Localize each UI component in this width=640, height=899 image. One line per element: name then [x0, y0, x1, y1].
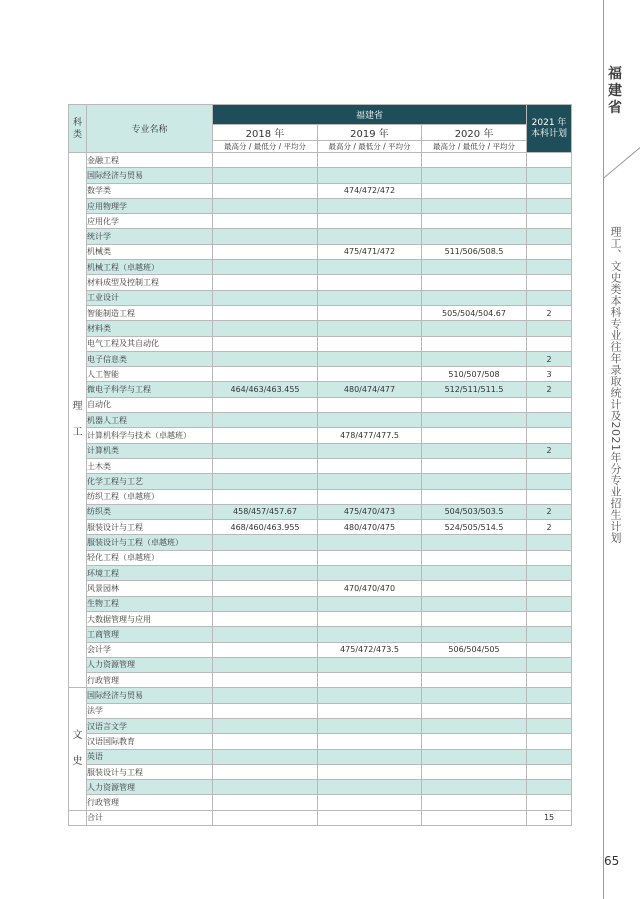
plan-2021-cell — [527, 183, 572, 198]
plan-2021-cell — [527, 214, 572, 229]
score-2020-cell — [422, 703, 527, 718]
score-2019-cell — [318, 413, 422, 428]
plan-2021-cell — [527, 336, 572, 351]
score-2019-cell: 480/470/475 — [318, 520, 422, 535]
score-2018-cell: 458/457/457.67 — [213, 504, 318, 519]
score-2020-cell — [422, 474, 527, 489]
table-row — [69, 611, 572, 626]
score-2019-cell — [318, 764, 422, 779]
category-cell — [69, 688, 87, 810]
major-name-cell: 行政管理 — [87, 673, 213, 688]
score-2018-cell — [213, 397, 318, 412]
header-major-name: 专业名称 — [87, 105, 213, 153]
plan-2021-cell — [527, 566, 572, 581]
major-name-cell: 人工智能 — [87, 367, 213, 382]
table-row — [69, 458, 572, 473]
score-2020-cell — [422, 229, 527, 244]
score-2018-cell — [213, 688, 318, 703]
table-row — [69, 718, 572, 733]
major-name-cell: 材料类 — [87, 321, 213, 336]
plan-2021-cell: 2 — [527, 504, 572, 519]
score-2019-cell — [318, 550, 422, 565]
score-2018-cell — [213, 153, 318, 168]
table-row — [69, 153, 572, 168]
table-row — [69, 229, 572, 244]
major-name-cell: 机械类 — [87, 244, 213, 259]
plan-2021-cell: 2 — [527, 520, 572, 535]
score-2018-cell — [213, 351, 318, 366]
score-2018-cell — [213, 795, 318, 810]
header-plan — [527, 105, 572, 153]
table-row — [69, 489, 572, 504]
score-2019-cell — [318, 168, 422, 183]
score-2018-cell — [213, 550, 318, 565]
header-year-2018: 2018 年 — [213, 125, 318, 141]
score-2018-cell — [213, 336, 318, 351]
score-2019-cell — [318, 795, 422, 810]
score-2019-cell — [318, 351, 422, 366]
score-2020-cell — [422, 734, 527, 749]
plan-2021-cell — [527, 795, 572, 810]
plan-2021-cell — [527, 290, 572, 305]
score-2019-cell — [318, 703, 422, 718]
score-2020-cell — [422, 183, 527, 198]
major-name-cell: 大数据管理与应用 — [87, 611, 213, 626]
plan-2021-cell — [527, 198, 572, 213]
score-2019-cell — [318, 780, 422, 795]
score-2018-cell — [213, 413, 318, 428]
major-name-cell: 化学工程与工艺 — [87, 474, 213, 489]
score-2019-cell — [318, 305, 422, 320]
total-label-cell: 合计 — [87, 810, 213, 825]
score-2020-cell: 504/503/503.5 — [422, 504, 527, 519]
table-row — [69, 474, 572, 489]
score-2020-cell: 505/504/504.67 — [422, 305, 527, 320]
table-row — [69, 413, 572, 428]
plan-2021-cell: 2 — [527, 305, 572, 320]
plan-2021-cell — [527, 780, 572, 795]
score-2020-cell — [422, 168, 527, 183]
plan-2021-cell — [527, 489, 572, 504]
table-row — [69, 520, 572, 535]
table-row — [69, 581, 572, 596]
score-2018-cell — [213, 703, 318, 718]
score-2020-cell — [422, 489, 527, 504]
table-row — [69, 397, 572, 412]
score-2020-cell — [422, 581, 527, 596]
major-name-cell: 电子信息类 — [87, 351, 213, 366]
plan-2021-cell — [527, 764, 572, 779]
table-row — [69, 244, 572, 259]
score-2019-cell — [318, 657, 422, 672]
score-2018-cell — [213, 489, 318, 504]
plan-2021-cell — [527, 596, 572, 611]
major-name-cell: 国际经济与贸易 — [87, 688, 213, 703]
score-2018-cell — [213, 183, 318, 198]
table-row — [69, 183, 572, 198]
score-2020-cell — [422, 535, 527, 550]
major-name-cell: 行政管理 — [87, 795, 213, 810]
table-row — [69, 688, 572, 703]
plan-2021-cell — [527, 413, 572, 428]
table-row — [69, 198, 572, 213]
score-2020-cell — [422, 260, 527, 275]
score-2019-cell: 475/471/472 — [318, 244, 422, 259]
table-row — [69, 764, 572, 779]
score-2019-cell — [318, 688, 422, 703]
score-2019-cell — [318, 474, 422, 489]
score-2019-cell: 480/474/477 — [318, 382, 422, 397]
table-row — [69, 443, 572, 458]
plan-2021-cell — [527, 642, 572, 657]
major-name-cell: 服装设计与工程（卓越班） — [87, 535, 213, 550]
plan-2021-cell — [527, 673, 572, 688]
score-2019-cell: 478/477/477.5 — [318, 428, 422, 443]
score-2020-cell — [422, 153, 527, 168]
score-2019-cell — [318, 290, 422, 305]
plan-2021-cell — [527, 749, 572, 764]
score-2020-cell — [422, 214, 527, 229]
score-2019-cell — [318, 749, 422, 764]
plan-2021-cell — [527, 229, 572, 244]
score-2019-cell — [318, 275, 422, 290]
score-2018-cell — [213, 673, 318, 688]
total-2020-cell — [422, 810, 527, 825]
score-2019-cell: 470/470/470 — [318, 581, 422, 596]
major-name-cell: 纺织类 — [87, 504, 213, 519]
side-diagonal-line — [603, 145, 640, 179]
table-row — [69, 749, 572, 764]
header-category: 科类 — [69, 105, 87, 153]
score-2018-cell: 464/463/463.455 — [213, 382, 318, 397]
plan-2021-cell — [527, 703, 572, 718]
score-2018-cell — [213, 168, 318, 183]
header-plan-label: 本科计划 — [531, 128, 568, 139]
score-2020-cell — [422, 321, 527, 336]
score-2020-cell — [422, 198, 527, 213]
table-row — [69, 367, 572, 382]
table-row — [69, 642, 572, 657]
score-2019-cell — [318, 198, 422, 213]
score-2018-cell — [213, 596, 318, 611]
table-row — [69, 673, 572, 688]
score-2019-cell — [318, 397, 422, 412]
score-2020-cell: 510/507/508 — [422, 367, 527, 382]
major-name-cell: 智能制造工程 — [87, 305, 213, 320]
score-2020-cell — [422, 673, 527, 688]
score-2020-cell — [422, 657, 527, 672]
score-2020-cell — [422, 596, 527, 611]
score-2019-cell — [318, 214, 422, 229]
major-name-cell: 金融工程 — [87, 153, 213, 168]
header-year-2019: 2019 年 — [318, 125, 422, 141]
score-2018-cell — [213, 260, 318, 275]
major-name-cell: 应用物理学 — [87, 198, 213, 213]
score-2019-cell — [318, 229, 422, 244]
side-subtitle: 理工、文史类本科专业往年录取统计及2021年分专业招生计划 — [609, 226, 622, 544]
table-row — [69, 336, 572, 351]
major-name-cell: 会计学 — [87, 642, 213, 657]
score-2020-cell — [422, 336, 527, 351]
score-2018-cell — [213, 581, 318, 596]
plan-2021-cell — [527, 734, 572, 749]
major-name-cell: 土木类 — [87, 458, 213, 473]
score-2018-cell — [213, 780, 318, 795]
major-name-cell: 机器人工程 — [87, 413, 213, 428]
table-row — [69, 168, 572, 183]
table-row — [69, 795, 572, 810]
score-2020-cell — [422, 795, 527, 810]
category-char: 文 — [72, 730, 83, 742]
score-2019-cell — [318, 367, 422, 382]
plan-2021-cell — [527, 688, 572, 703]
table-row — [69, 734, 572, 749]
score-2020-cell: 512/511/511.5 — [422, 382, 527, 397]
table-row — [69, 780, 572, 795]
major-name-cell: 应用化学 — [87, 214, 213, 229]
header-province: 福建省 — [213, 105, 527, 125]
major-name-cell: 计算机科学与技术（卓越班） — [87, 428, 213, 443]
score-2019-cell — [318, 566, 422, 581]
score-2020-cell — [422, 611, 527, 626]
score-2020-cell: 524/505/514.5 — [422, 520, 527, 535]
header-plan-year: 2021 年 — [531, 117, 567, 128]
major-name-cell: 轻化工程（卓越班） — [87, 550, 213, 565]
major-name-cell: 纺织工程（卓越班） — [87, 489, 213, 504]
table-row — [69, 305, 572, 320]
major-name-cell: 汉语国际教育 — [87, 734, 213, 749]
score-2019-cell — [318, 596, 422, 611]
plan-2021-cell — [527, 474, 572, 489]
score-2018-cell — [213, 566, 318, 581]
major-name-cell: 风景园林 — [87, 581, 213, 596]
score-2019-cell — [318, 535, 422, 550]
major-name-cell: 国际经济与贸易 — [87, 168, 213, 183]
major-name-cell: 机械工程（卓越班） — [87, 260, 213, 275]
major-name-cell: 微电子科学与工程 — [87, 382, 213, 397]
plan-2021-cell — [527, 244, 572, 259]
score-2020-cell — [422, 627, 527, 642]
score-2019-cell: 475/470/473 — [318, 504, 422, 519]
table-row — [69, 290, 572, 305]
plan-2021-cell: 3 — [527, 367, 572, 382]
score-2018-cell — [213, 611, 318, 626]
category-char: 理 — [72, 401, 83, 413]
score-2020-cell — [422, 688, 527, 703]
score-2019-cell — [318, 336, 422, 351]
plan-2021-cell — [527, 168, 572, 183]
plan-2021-cell — [527, 550, 572, 565]
category-cell — [69, 153, 87, 688]
score-2018-cell — [213, 214, 318, 229]
major-name-cell: 自动化 — [87, 397, 213, 412]
table-row — [69, 627, 572, 642]
score-2019-cell — [318, 489, 422, 504]
table-row — [69, 351, 572, 366]
score-2020-cell — [422, 413, 527, 428]
score-2019-cell — [318, 153, 422, 168]
major-name-cell: 生物工程 — [87, 596, 213, 611]
major-name-cell: 材料成型及控制工程 — [87, 275, 213, 290]
score-2020-cell: 506/504/505 — [422, 642, 527, 657]
score-2020-cell — [422, 458, 527, 473]
score-2019-cell — [318, 260, 422, 275]
score-2020-cell — [422, 275, 527, 290]
score-2020-cell — [422, 566, 527, 581]
total-plan-cell: 15 — [527, 810, 572, 825]
score-2018-cell — [213, 474, 318, 489]
score-2019-cell — [318, 321, 422, 336]
score-2018-cell — [213, 535, 318, 550]
total-row — [69, 810, 572, 825]
plan-2021-cell — [527, 627, 572, 642]
header-score-sub-2020: 最高分 / 最低分 / 平均分 — [422, 141, 527, 153]
score-2020-cell: 511/506/508.5 — [422, 244, 527, 259]
major-name-cell: 法学 — [87, 703, 213, 718]
score-2018-cell — [213, 321, 318, 336]
score-2018-cell — [213, 428, 318, 443]
major-name-cell: 数学类 — [87, 183, 213, 198]
table-row — [69, 382, 572, 397]
plan-2021-cell — [527, 535, 572, 550]
side-province-title: 福建省 — [608, 66, 622, 116]
score-2020-cell — [422, 749, 527, 764]
score-2020-cell — [422, 443, 527, 458]
plan-2021-cell: 2 — [527, 443, 572, 458]
table-row — [69, 260, 572, 275]
score-2020-cell — [422, 397, 527, 412]
table-row — [69, 550, 572, 565]
score-2019-cell — [318, 611, 422, 626]
side-divider-line — [603, 0, 604, 899]
plan-2021-cell — [527, 153, 572, 168]
major-name-cell: 人力资源管理 — [87, 780, 213, 795]
score-2018-cell — [213, 290, 318, 305]
score-2018-cell — [213, 642, 318, 657]
table-row — [69, 321, 572, 336]
page-number: 65 — [604, 854, 620, 868]
major-name-cell: 工业设计 — [87, 290, 213, 305]
score-2019-cell — [318, 458, 422, 473]
admission-table — [68, 104, 572, 826]
major-name-cell: 英语 — [87, 749, 213, 764]
total-2018-cell — [213, 810, 318, 825]
score-2018-cell — [213, 749, 318, 764]
table-row — [69, 657, 572, 672]
plan-2021-cell — [527, 428, 572, 443]
score-2019-cell: 475/472/473.5 — [318, 642, 422, 657]
plan-2021-cell — [527, 397, 572, 412]
major-name-cell: 人力资源管理 — [87, 657, 213, 672]
score-2018-cell — [213, 718, 318, 733]
plan-2021-cell — [527, 458, 572, 473]
table-row — [69, 596, 572, 611]
header-year-2020: 2020 年 — [422, 125, 527, 141]
score-2018-cell — [213, 275, 318, 290]
score-2018-cell — [213, 627, 318, 642]
table-row — [69, 504, 572, 519]
score-2020-cell — [422, 764, 527, 779]
total-category-cell — [69, 810, 87, 825]
score-2019-cell — [318, 443, 422, 458]
score-2018-cell — [213, 367, 318, 382]
score-2018-cell — [213, 244, 318, 259]
table-row — [69, 535, 572, 550]
major-name-cell: 汉语言文学 — [87, 718, 213, 733]
major-name-cell: 计算机类 — [87, 443, 213, 458]
major-name-cell: 统计学 — [87, 229, 213, 244]
plan-2021-cell — [527, 657, 572, 672]
score-2018-cell — [213, 229, 318, 244]
table-row — [69, 566, 572, 581]
plan-2021-cell — [527, 718, 572, 733]
plan-2021-cell — [527, 611, 572, 626]
plan-2021-cell: 2 — [527, 351, 572, 366]
total-2019-cell — [318, 810, 422, 825]
table-row — [69, 428, 572, 443]
score-2018-cell: 468/460/463.955 — [213, 520, 318, 535]
score-2020-cell — [422, 550, 527, 565]
plan-2021-cell — [527, 321, 572, 336]
header-score-sub-2018: 最高分 / 最低分 / 平均分 — [213, 141, 318, 153]
table-body — [69, 153, 572, 826]
score-2019-cell: 474/472/472 — [318, 183, 422, 198]
score-2019-cell — [318, 627, 422, 642]
major-name-cell: 服装设计与工程 — [87, 764, 213, 779]
table-row — [69, 703, 572, 718]
score-2018-cell — [213, 443, 318, 458]
major-name-cell: 电气工程及其自动化 — [87, 336, 213, 351]
score-2018-cell — [213, 198, 318, 213]
score-2020-cell — [422, 718, 527, 733]
table-row — [69, 275, 572, 290]
plan-2021-cell — [527, 581, 572, 596]
major-name-cell: 服装设计与工程 — [87, 520, 213, 535]
score-2019-cell — [318, 718, 422, 733]
plan-2021-cell — [527, 260, 572, 275]
category-char: 史 — [72, 756, 83, 768]
plan-2021-cell — [527, 275, 572, 290]
score-2018-cell — [213, 657, 318, 672]
score-2018-cell — [213, 734, 318, 749]
score-2018-cell — [213, 764, 318, 779]
category-char: 工 — [72, 427, 83, 439]
major-name-cell: 环境工程 — [87, 566, 213, 581]
plan-2021-cell: 2 — [527, 382, 572, 397]
table-row — [69, 214, 572, 229]
score-2020-cell — [422, 290, 527, 305]
score-2020-cell — [422, 780, 527, 795]
major-name-cell: 工商管理 — [87, 627, 213, 642]
score-2019-cell — [318, 734, 422, 749]
score-2018-cell — [213, 305, 318, 320]
score-2020-cell — [422, 351, 527, 366]
header-score-sub-2019: 最高分 / 最低分 / 平均分 — [318, 141, 422, 153]
score-2018-cell — [213, 458, 318, 473]
score-2019-cell — [318, 673, 422, 688]
score-2020-cell — [422, 428, 527, 443]
